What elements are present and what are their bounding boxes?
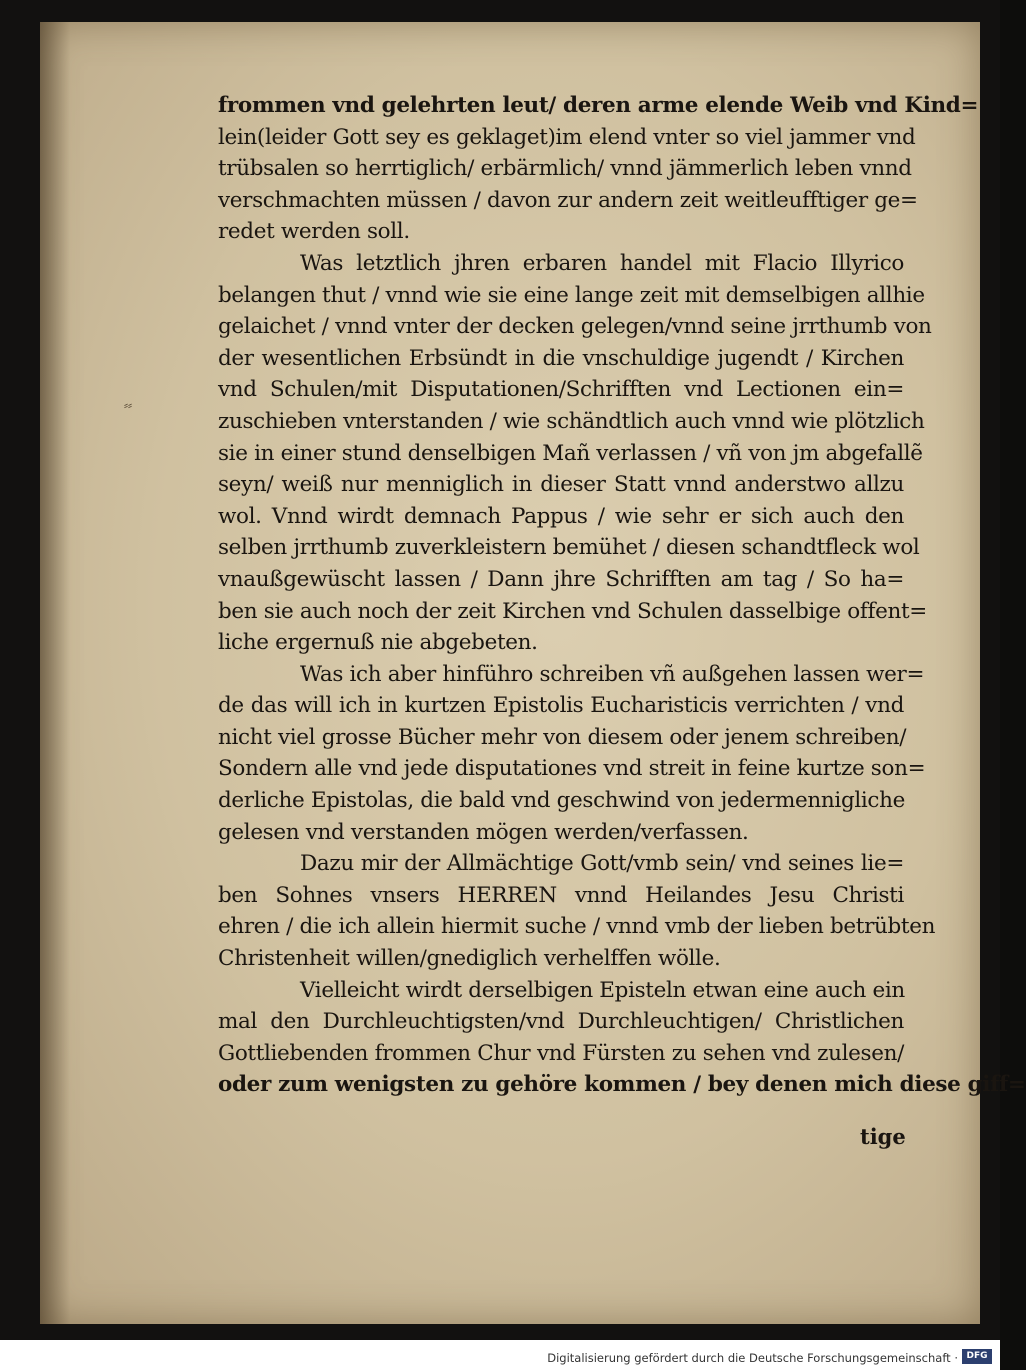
text-line: sie in einer stund denselbigen Mañ verlassen / vñ von jm abgefallẽ — [218, 440, 923, 466]
text-line: zuschieben vnterstanden / wie schändtlich auch vnnd wie plötzlich — [218, 408, 925, 434]
text-line: der wesentlichen Erbsündt in die vnschuldige jugendt / Kirchen — [218, 345, 904, 371]
margin-mark: ⸗⸗ — [124, 398, 132, 412]
text-line: Christenheit willen/gnediglich verhelffen wölle. — [218, 946, 721, 972]
text-line: vnaußgewüscht lassen / Dann jhre Schrifften am tag / So ha= — [218, 566, 904, 592]
dfg-logo: DFG — [962, 1349, 992, 1364]
page-gutter-shadow — [40, 22, 70, 1324]
text-line: nicht viel grosse Bücher mehr von diesem oder jenem schreiben/ — [218, 724, 907, 750]
text-line: ben sie auch noch der zeit Kirchen vnd Schulen dasselbige offent= — [218, 598, 927, 624]
text-line: mal den Durchleuchtigsten/vnd Durchleuchtigen/ Christlichen — [218, 1009, 904, 1035]
text-line: ehren / die ich allein hiermit suche / vnnd vmb der lieben betrübten — [218, 914, 936, 940]
text-line: Gottliebenden frommen Chur vnd Fürsten zu sehen vnd zulesen/ — [218, 1040, 904, 1066]
text-line: wol. Vnnd wirdt demnach Pappus / wie sehr er sich auch den — [218, 503, 904, 529]
funding-note: Digitalisierung gefördert durch die Deutsche Forschungsgemeinschaft · — [547, 1351, 958, 1365]
page-text — [218, 90, 1026, 1101]
text-line: Was letztlich jhren erbaren handel mit Flacio Illyrico — [300, 250, 904, 276]
text-line: lein(leider Gott sey es geklaget)im elend vnter so viel jammer vnd — [218, 124, 916, 150]
text-line: derliche Epistolas, die bald vnd geschwind von jedermennigliche — [218, 788, 905, 814]
text-line: frommen vnd gelehrten leut/ deren arme elende Weib vnd Kind= — [218, 93, 979, 118]
text-line: de das will ich in kurtzen Epistolis Eucharisticis verrichten / vnd — [218, 693, 904, 719]
text-line: Vielleicht wirdt derselbigen Episteln etwan eine auch ein — [300, 977, 905, 1003]
text-line: selben jrrthumb zuverkleistern bemühet / diesen schandtfleck wol — [218, 535, 920, 561]
text-line: trübsalen so herrtiglich/ erbärmlich/ vnnd jämmerlich leben vnnd — [218, 156, 912, 182]
text-line: ben Sohnes vnsers HERREN vnnd Heilandes Jesu Christi — [218, 882, 904, 908]
text-line: belangen thut / vnnd wie sie eine lange zeit mit demselbigen allhie — [218, 282, 925, 308]
text-line: Was ich aber hinführo schreiben vñ außgehen lassen wer= — [300, 661, 925, 687]
text-line: Sondern alle vnd jede disputationes vnd streit in feine kurtze son= — [218, 756, 926, 782]
text-line: liche ergernuß nie abgebeten. — [218, 630, 538, 656]
catchword: tige — [860, 1124, 906, 1149]
text-line: Dazu mir der Allmächtige Gott/vmb sein/ vnd seines lie= — [300, 851, 904, 877]
text-line: gelesen vnd verstanden mögen werden/verfassen. — [218, 819, 749, 845]
text-line: seyn/ weiß nur menniglich in dieser Statt vnnd anderstwo allzu — [218, 472, 904, 498]
text-line: verschmachten müssen / davon zur andern zeit weitleufftiger ge= — [218, 187, 918, 213]
text-line: oder zum wenigsten zu gehöre kommen / bey denen mich diese giff= — [218, 1072, 1026, 1098]
text-line: redet werden soll. — [218, 219, 410, 245]
text-line: gelaichet / vnnd vnter der decken gelegen/vnnd seine jrrthumb von — [218, 314, 932, 340]
text-line: vnd Schulen/mit Disputationen/Schrifften vnd Lectionen ein= — [218, 377, 904, 403]
